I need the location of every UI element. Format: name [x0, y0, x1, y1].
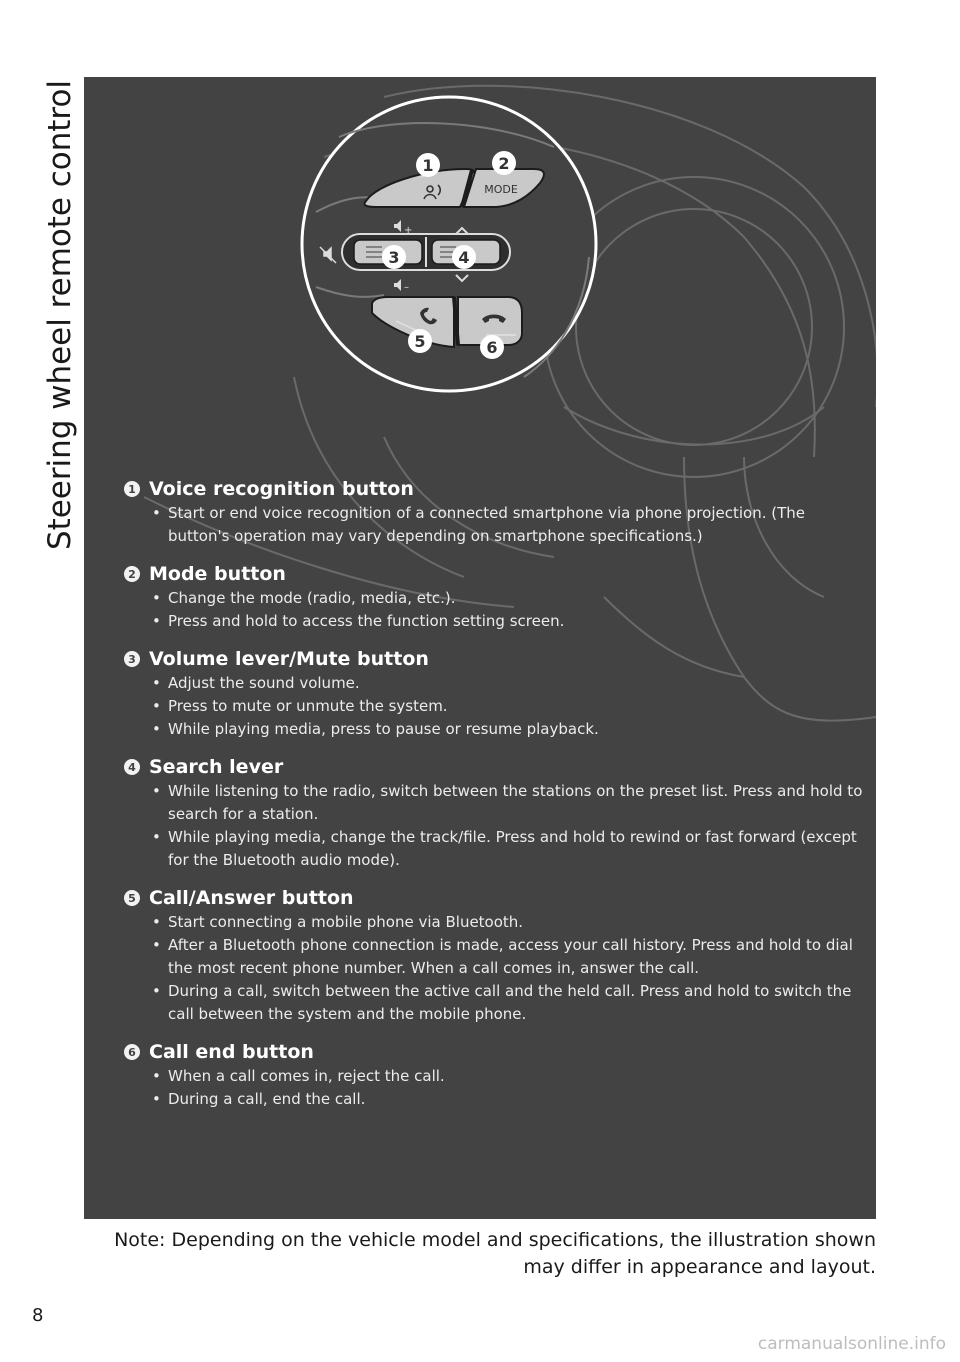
section-number: 4	[124, 759, 140, 775]
bullet-item: • During a call, switch between the active call and the held call. Press and hold to switch the call between the system and the mobile phone.	[148, 980, 864, 1026]
section-title: Voice recognition button	[149, 478, 414, 500]
bullet-item: • While playing media, change the track/file. Press and hold to rewind or fast forward (except for the Bluetooth audio mode).	[148, 826, 864, 872]
section-number: 3	[124, 651, 140, 667]
bullet-item: • Press to mute or unmute the system.	[148, 695, 864, 718]
bullet-item: • Change the mode (radio, media, etc.).	[148, 587, 864, 610]
side-title	[24, 78, 84, 552]
section-title: Call end button	[149, 1041, 314, 1063]
section-volume-mute	[124, 647, 864, 741]
svg-text:1: 1	[422, 156, 434, 175]
section-search-lever	[124, 755, 864, 872]
section-title: Mode button	[149, 563, 286, 585]
callout-5	[408, 329, 432, 353]
callout-4	[452, 245, 476, 269]
mode-label: MODE	[484, 183, 518, 196]
section-number: 1	[124, 481, 140, 497]
callout-2	[492, 151, 516, 175]
callout-1	[416, 153, 440, 177]
section-number: 6	[124, 1044, 140, 1060]
callout-6	[480, 335, 504, 359]
section-call-answer	[124, 886, 864, 1026]
bullet-item: • While listening to the radio, switch between the stations on the preset list. Press and hold to search for a station.	[148, 780, 864, 826]
section-title: Volume lever/Mute button	[149, 648, 429, 670]
section-number: 5	[124, 890, 140, 906]
bullet-item: • Start or end voice recognition of a connected smartphone via phone projection. (The button's operation may vary depending on smartphone specifications.)	[148, 502, 864, 548]
section-number: 2	[124, 566, 140, 582]
button-descriptions	[124, 477, 864, 1125]
section-call-end	[124, 1040, 864, 1111]
bullet-item: • Start connecting a mobile phone via Bluetooth.	[148, 911, 864, 934]
bullet-item: • While playing media, press to pause or resume playback.	[148, 718, 864, 741]
bullet-item: • Press and hold to access the function setting screen.	[148, 610, 864, 633]
page-number: 8	[32, 1305, 44, 1326]
section-title: Call/Answer button	[149, 887, 354, 909]
side-title-text: Steering wheel remote control	[42, 79, 78, 550]
bullet-item: • After a Bluetooth phone connection is made, access your call history. Press and hold to dial the most recent phone number. When a call comes in, answer the call.	[148, 934, 864, 980]
section-mode	[124, 562, 864, 633]
svg-text:2: 2	[498, 154, 510, 173]
bullet-item: • Adjust the sound volume.	[148, 672, 864, 695]
content-panel	[84, 77, 876, 1219]
section-voice-recognition	[124, 477, 864, 548]
svg-text:5: 5	[414, 332, 426, 351]
svg-text:3: 3	[388, 248, 400, 267]
watermark: carmanualsonline.info	[757, 1334, 946, 1354]
bullet-item: • During a call, end the call.	[148, 1088, 864, 1111]
section-title: Search lever	[149, 756, 284, 778]
svg-text:6: 6	[486, 338, 498, 357]
svg-text:–: –	[404, 282, 409, 293]
svg-text:+: +	[404, 225, 413, 236]
illustration-note: Note: Depending on the vehicle model and specifications, the illustration shown may differ in appearance and layout.	[114, 1229, 876, 1278]
callout-3	[382, 245, 406, 269]
bullet-item: • When a call comes in, reject the call.	[148, 1065, 864, 1088]
svg-text:4: 4	[458, 248, 470, 267]
